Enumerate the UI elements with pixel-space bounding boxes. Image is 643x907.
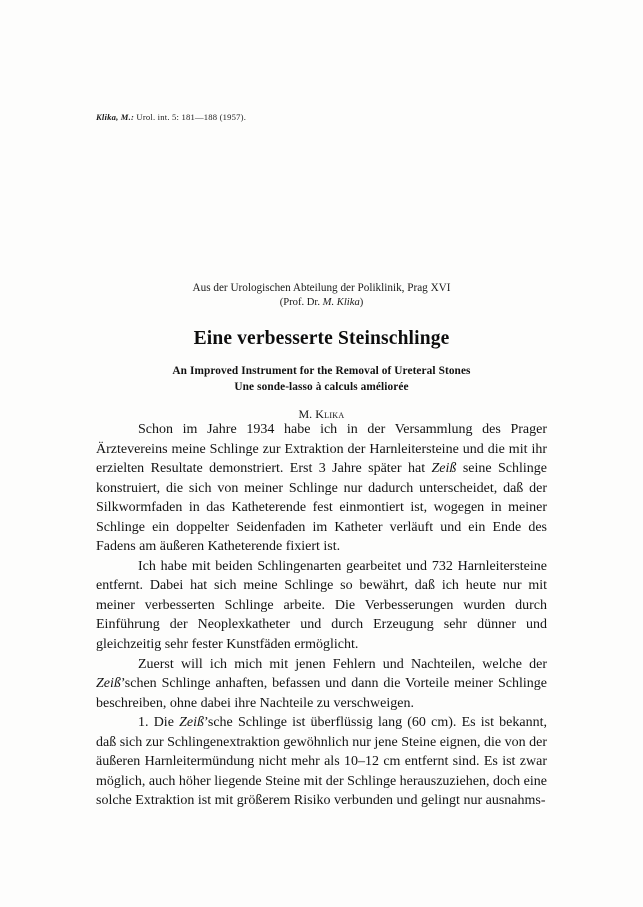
- article-title: Eine verbesserte Steinschlinge: [193, 328, 450, 349]
- author-surname: Klika: [315, 407, 345, 422]
- author-initial: M.: [298, 407, 316, 422]
- affiliation-head-line: [96, 295, 547, 310]
- citation-reference: Urol. int. 5: 181—188 (1957).: [134, 112, 247, 122]
- emphasised-name: Zeiß: [179, 715, 204, 731]
- emphasised-name: Zeiß: [431, 461, 457, 477]
- body-paragraph: 1. Die Zeiß’sche Schlinge ist überflüssig lang (60 cm). Es ist bekannt, daß sich zur Schlingenextraktion gewöhnlich nur jene Steine eignen, die von der äußeren Harnleitermündung nicht mehr als 10–12 cm entfernt sind. Es ist zwar möglich, auch höher liegende Steine mit der Schlinge herauszuziehen, doch eine solche Extraktion ist mit größerem Risiko verbunden und gelingt nur ausnahms-: [96, 715, 548, 809]
- body-paragraph: Ich habe mit beiden Schlingenarten gearbeitet und 732 Harnleitersteine entfernt. Dabei hat sich meine Schlinge so bewährt, daß ich heute nur mit meiner verbesserten Schlinge arbeite. Die Verbesserungen wurden durch Einführung der Neoplexkatheter und durch Erzeugung sehr dünner und gleichzeitig sehr fester Kunstfäden ermöglicht.: [96, 558, 547, 653]
- affiliation-head-suffix: ): [359, 297, 364, 308]
- article-subtitle-french: Une sonde-lasso à calculs améliorée: [234, 381, 409, 394]
- article-body: [96, 420, 547, 811]
- emphasised-name: Zeiß: [96, 676, 121, 692]
- citation-author: Klika, M.:: [96, 112, 135, 122]
- front-matter: [96, 281, 547, 422]
- article-subtitle-english: An Improved Instrument for the Removal of Ureteral Stones: [172, 365, 471, 378]
- body-paragraph: Schon im Jahre 1934 habe ich in der Versammlung des Prager Ärztevereins meine Schlinge zur Extraktion der Harnleitersteine und die mit ihr erzielten Resultate demonstriert. Erst 3 Jahre später hat Zeiß seine Schlinge konstruiert, die sich von meiner Schlinge nur dadurch unterscheidet, daß der Silkwormfaden in das Katheterende fest einmontiert ist, wogegen in meiner Schlinge ein doppelter Seidenfaden im Katheter verläuft und ein Ende des Fadens am äußeren Katheterende fixiert ist.: [96, 422, 547, 555]
- affiliation-head-name: M. Klika: [322, 297, 360, 308]
- journal-citation-line: [96, 112, 246, 122]
- affiliation-head-prefix: (Prof. Dr.: [279, 297, 323, 308]
- body-paragraph: Zuerst will ich mich mit jenen Fehlern und Nachteilen, welche der Zeiß’schen Schlinge anhaften, befassen und dann die Vorteile meiner Schlinge beschreiben, ohne dabei ihre Nachteile zu verschweigen.: [96, 656, 547, 711]
- affiliation-line: Aus der Urologischen Abteilung der Poliklinik, Prag XVI: [192, 282, 451, 294]
